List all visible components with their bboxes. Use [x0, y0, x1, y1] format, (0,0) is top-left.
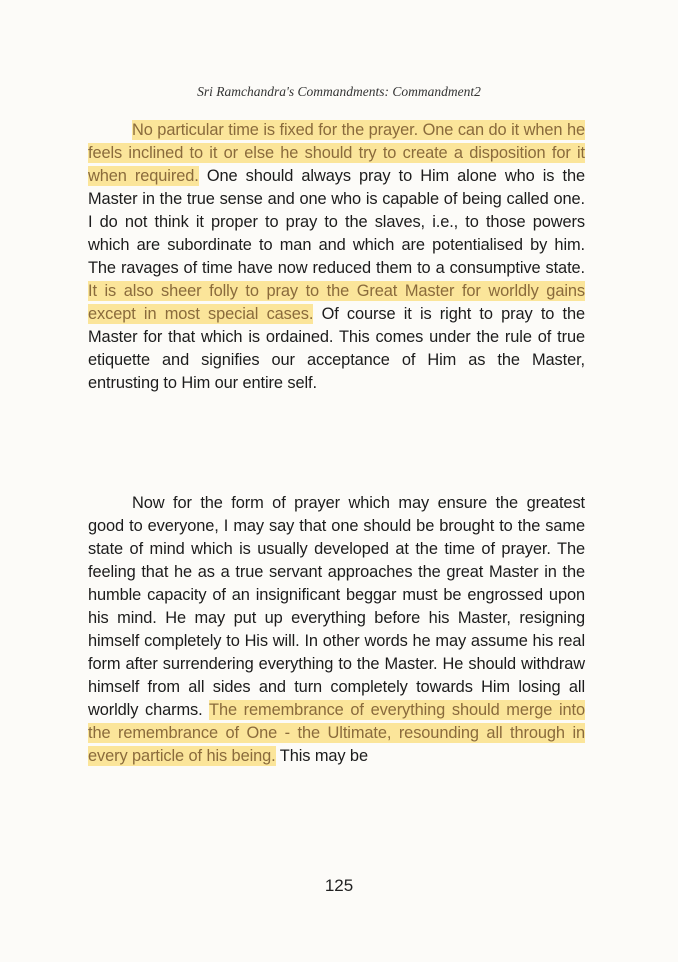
body-text: This may be: [279, 747, 368, 765]
paragraph-1: [88, 119, 585, 395]
running-head: Sri Ramchandra's Commandments: Commandment2: [197, 84, 481, 99]
body-text: One should always pray to Him alone who is the Master in the true sense and one who is capable of being called one. I do not think it proper to pray to the slaves, i.e., to those powers which are subordinate to man and which are potentialised by him. The ravages of time have now reduced them to a consumptive state.: [88, 167, 585, 277]
highlighted-text: It is also sheer folly to pray to the Great Master for worldly gains except in most special cases.: [88, 282, 585, 323]
highlighted-text: No particular time is fixed for the prayer. One can do it when he feels inclined to it or else he should try to create a disposition for it when required.: [88, 121, 585, 185]
body-text: Of course it is right to pray to the Master for that which is ordained. This comes under the rule of true etiquette and signifies our acceptance of Him as the Master, entrusting to Him our entire self.: [88, 305, 585, 392]
page-number: 125: [324, 876, 354, 895]
body-text: Now for the form of prayer which may ensure the greatest good to everyone, I may say that one should be brought to the same state of mind which is usually developed at the time of prayer. The feeling that he as a true servant approaches the great Master in the humble capacity of an insignificant beggar must be engrossed upon his mind. He may put up everything before his Master, resigning himself completely to His will. In other words he may assume his real form after surrendering everything to the Master. He should withdraw himself from all sides and turn completely towards Him losing all worldly charms.: [88, 494, 585, 719]
paragraph-2: [88, 492, 585, 768]
highlighted-text: The remembrance of everything should merge into the remembrance of One - the Ultimate, resounding all through in every particle of his being.: [88, 701, 585, 765]
